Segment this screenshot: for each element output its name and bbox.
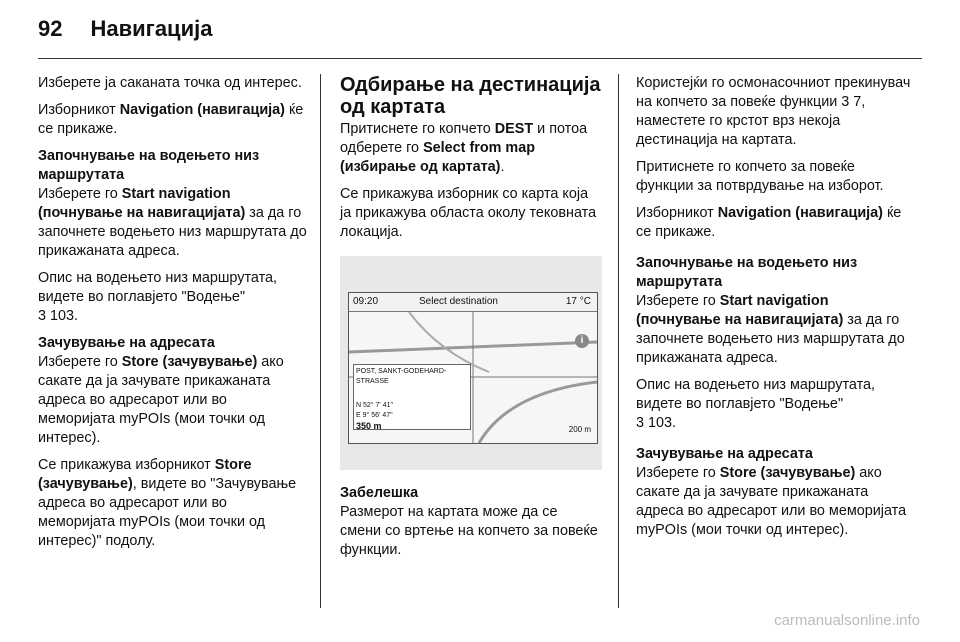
paragraph: Зачувување на адресата Изберете го Store (зачувување) ако сакате да ја зачувате прикажаната адреса во адресарот или во меморијата myPOIs (мои точки од интерес).: [38, 335, 284, 446]
column-3: [636, 74, 916, 548]
column-2: [340, 74, 602, 568]
page-number: 92: [38, 16, 63, 41]
paragraph: Започнување на водењето низ маршрутата Изберете го Start navigation (почнување на навигацијата) за да го започнете водењето низ маршрутата до прикажаната адреса.: [38, 148, 307, 259]
paragraph: Опис на водењето низ маршрутата, видете во поглавјето "Водење" 3 103.: [636, 377, 875, 431]
screen-status-bar: [349, 293, 597, 312]
column-divider: [618, 74, 619, 608]
map-scale: 200 m: [568, 425, 591, 434]
note-text: Размерот на картата може да се смени со вртење на копчето за повеќе функции.: [340, 504, 598, 558]
paragraph: Изберете ја саканата точка од интерес.: [38, 75, 302, 91]
screen-temperature: 17 °C: [565, 296, 591, 307]
paragraph: Зачувување на адресата Изберете го Store (зачувување) ако сакате да ја зачувате прикажаната адреса во адресарот или во меморијата myPOIs (мои точки од интерес).: [636, 446, 907, 538]
screen-image: [348, 292, 598, 444]
subheading: Започнување на водењето низ маршрутата: [636, 255, 858, 290]
screen-time: 09:20: [353, 296, 379, 307]
section-heading: Одбирање на дестинација од картата: [340, 74, 601, 118]
paragraph: Изборникот Navigation (навигација) ќе се прикаже.: [636, 205, 902, 240]
subheading: Зачувување на адресата: [38, 335, 215, 351]
subheading: Започнување на водењето низ маршрутата: [38, 148, 260, 183]
page-reference: 3 103.: [636, 415, 677, 431]
column-1: [38, 74, 308, 559]
page-title: Навигација: [90, 16, 213, 41]
column-divider: [320, 74, 321, 608]
screen-title: Select destination: [419, 296, 498, 307]
paragraph: Користејќи го осмонасочниот прекинувач на копчето за повеќе функции 3 7, наместете го крстот врз некоја дестинација на картата.: [636, 75, 911, 148]
page-header: [38, 16, 212, 56]
page-reference: 3 103.: [38, 308, 79, 324]
info-icon: i: [575, 334, 589, 348]
paragraph: Изборникот Navigation (навигација) ќе се прикаже.: [38, 102, 304, 137]
paragraph: Притиснете го копчето DEST и потоа одберете го Select from map (избирање од картата).: [340, 121, 588, 175]
paragraph: Опис на водењето низ маршрутата, видете во поглавјето "Водење" 3 103.: [38, 270, 277, 324]
location-popup: POST, SANKT-GODEHARD-STRASSE N 52° 7' 41" E 9° 56' 47" 350 m: [353, 364, 471, 430]
header-rule: [38, 58, 922, 59]
paragraph: Притиснете го копчето за повеќе функции за потврдување на изборот.: [636, 159, 884, 194]
paragraph: Се прикажува изборник со карта која ја прикажува областа околу тековната локација.: [340, 186, 597, 240]
paragraph: Започнување на водењето низ маршрутата Изберете го Start navigation (почнување на навигацијата) за да го започнете водењето низ маршрутата до прикажаната адреса.: [636, 255, 905, 366]
watermark: carmanualsonline.info: [774, 612, 920, 629]
paragraph: Се прикажува изборникот Store (зачувување), видете во "Зачувување адреса во адресарот или во меморијата myPOIs (мои точки од интерес)" подолу.: [38, 457, 297, 549]
note-heading: Забелешка: [340, 485, 419, 501]
map-view: [349, 312, 597, 443]
subheading: Зачувување на адресата: [636, 446, 813, 462]
map-figure: [340, 256, 602, 470]
